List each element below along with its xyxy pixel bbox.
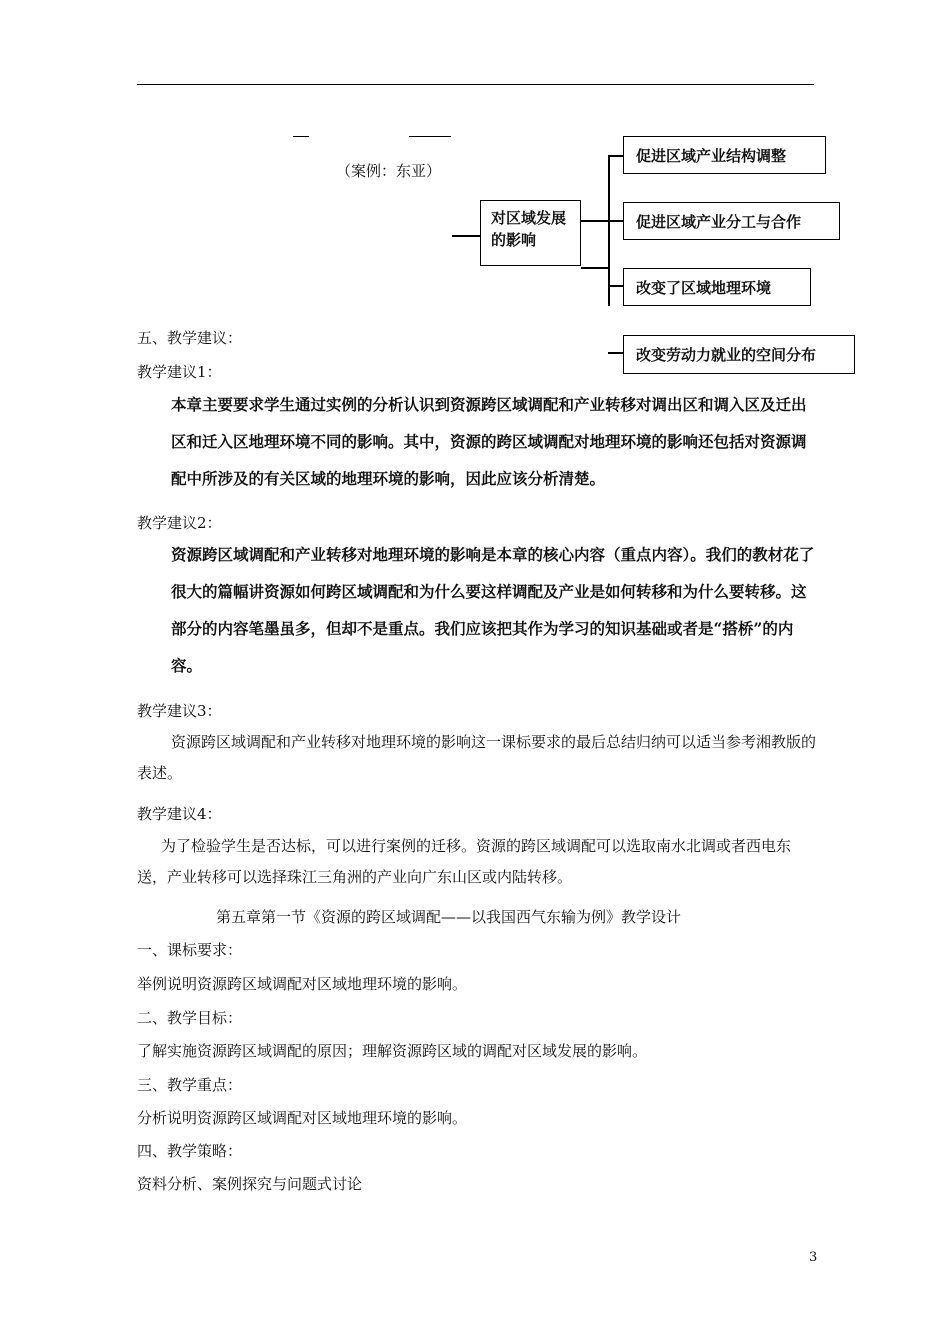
suggestion3-text: 资源跨区域调配和产业转移对地理环境的影响这一课标要求的最后总结归纳可以适当参考湘教版的表述。 [137,733,817,782]
suggestion1-label: 教学建议1： [137,363,222,381]
suggestion3-label: 教学建议3： [137,702,222,720]
blank-line-short [293,136,309,137]
lesson-heading-4: 四、教学策略： [137,1142,243,1160]
lesson-title: 第五章第一节《资源的跨区域调配——以我国西气东输为例》教学设计 [216,908,682,926]
branch-box-2 [623,202,840,240]
center-box-label: 对区域发展的影响 [491,209,567,249]
branch-box-3 [623,268,811,306]
blank-line-long [409,136,451,137]
branch-tick-1 [608,155,624,157]
lesson-text-2: 了解实施资源跨区域调配的原因；理解资源跨区域的调配对区域发展的影响。 [137,1042,648,1060]
lesson-text-1: 举例说明资源跨区域调配对区域地理环境的影响。 [137,975,468,993]
lesson-heading-3: 三、教学重点： [137,1076,243,1094]
lesson-text-3: 分析说明资源跨区域调配对区域地理环境的影响。 [137,1109,468,1127]
branch-label-3: 改变了区域地理环境 [636,278,772,297]
lesson-heading-1: 一、课标要求： [137,941,243,959]
suggestion4-label: 教学建议4： [137,805,222,823]
lesson-heading-2: 二、教学目标： [137,1009,243,1027]
branch-box-4 [623,335,855,374]
header-rule [137,84,814,85]
diagram-caption: （案例：东亚） [336,162,442,180]
connector-upper-right [581,220,609,222]
branch-label-2: 促进区域产业分工与合作 [636,212,802,231]
page-number: 3 [809,1250,818,1265]
branch-tick-3 [608,285,624,287]
lesson-text-4: 资料分析、案例探究与问题式讨论 [137,1175,363,1193]
branch-tick-2 [608,220,624,222]
section5-heading: 五、教学建议： [137,329,243,347]
suggestion1-text: 本章主要要求学生通过实例的分析认识到资源跨区域调配和产业转移对调出区和调入区及迁出区和迁入区地理环境不同的影响。其中，资源的跨区域调配对地理环境的影响还包括对资源调配中所涉及的有关区域的地理环境的影响，因此应该分析清楚。 [171,395,807,488]
suggestion4-text: 为了检验学生是否达标，可以进行案例的迁移。资源的跨区域调配可以选取南水北调或者西电东送，产业转移可以选择珠江三角洲的产业向广东山区或内陆转移。 [137,837,792,886]
branch-label-4: 改变劳动力就业的空间分布 [636,346,817,364]
vertical-trunk [608,155,610,306]
center-box [480,200,581,266]
connector-left [452,235,481,237]
branch-label-1: 促进区域产业结构调整 [636,146,787,165]
suggestion2-label: 教学建议2： [137,514,222,532]
branch-tick-4 [608,352,624,354]
branch-box-1 [623,136,826,174]
connector-lower-right [581,267,609,269]
suggestion2-text: 资源跨区域调配和产业转移对地理环境的影响是本章的核心内容（重点内容）。我们的教材花了很大的篇幅讲资源如何跨区域调配和为什么要这样调配及产业是如何转移和为什么要转移。这部分的内容笔墨虽多，但却不是重点。我们应该把其作为学习的知识基础或者是“搭桥”的内容。 [171,545,815,675]
